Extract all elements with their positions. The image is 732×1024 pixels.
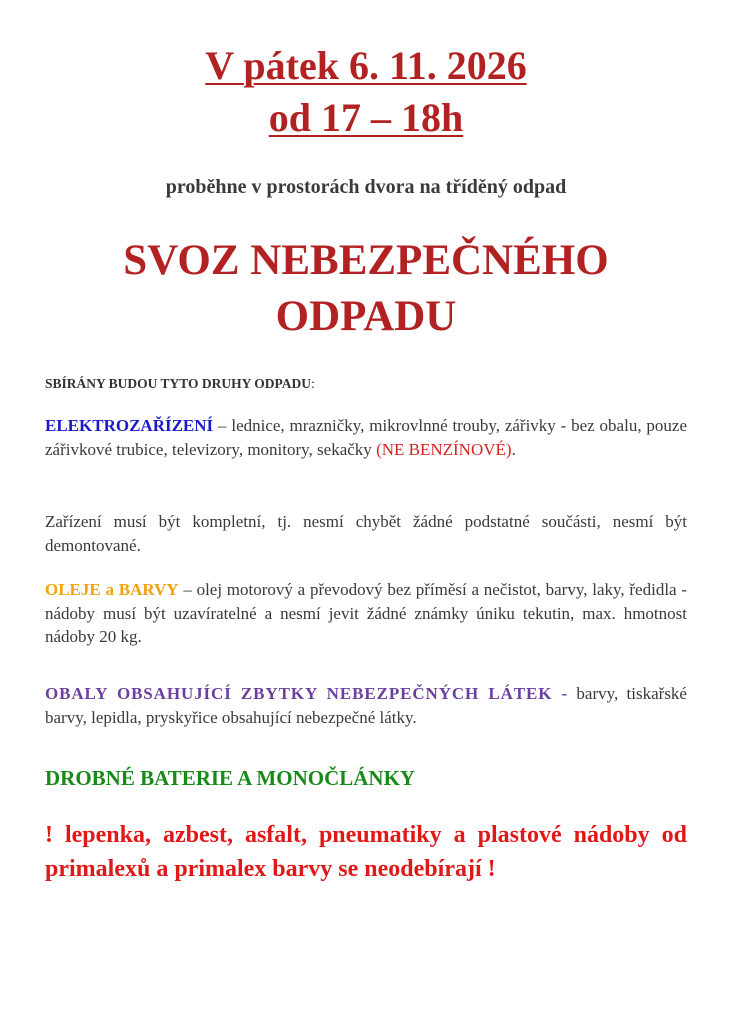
list-heading-colon: : <box>311 376 315 391</box>
electro-paragraph <box>45 414 687 461</box>
event-time: od 17 – 18h <box>268 95 464 140</box>
event-date: V pátek 6. 11. 2026 <box>205 43 527 88</box>
packaging-paragraph <box>45 682 687 729</box>
electro-end: . <box>511 439 516 459</box>
warning-text: ! lepenka, azbest, asfalt, pneumatiky a plastové nádoby od primalexů a primalex barvy se neodebírají ! <box>45 822 687 882</box>
packaging-text: barvy, tiskařské barvy, lepidla, pryskyřice obsahující nebezpečné látky. <box>45 684 687 727</box>
list-heading <box>45 376 315 392</box>
completeness-note: Zařízení musí být kompletní, tj. nesmí chybět žádné podstatné součásti, nesmí být demontované. <box>45 512 687 555</box>
oils-text: – olej motorový a převodový bez příměsí a nečistot, barvy, laky, ředidla - nádoby musí být uzavíratelné a nesmí jevit žádné známky úniku tekutin, max. hmotnost nádoby 20 kg. <box>45 580 687 646</box>
electro-text: – lednice, mrazničky, mikrovlnné trouby, zářivky - bez obalu, pouze zářivkové trubice, televizory, monitory, sekačky <box>45 416 687 459</box>
main-title-line-1: SVOZ NEBEZPEČNÉHO <box>123 237 609 284</box>
batteries-heading: DROBNÉ BATERIE A MONOČLÁNKY <box>45 766 416 790</box>
list-heading-text: SBÍRÁNY BUDOU TYTO DRUHY ODPADU <box>45 376 312 391</box>
electro-label: ELEKTROZAŘÍZENÍ <box>45 416 214 435</box>
intro-text: proběhne v prostorách dvora na tříděný odpad <box>165 176 567 198</box>
packaging-label: OBALY OBSAHUJÍCÍ ZBYTKY NEBEZPEČNÝCH LÁTEK - <box>45 684 569 703</box>
electro-exception: (NE BENZÍNOVÉ) <box>376 439 512 459</box>
oils-label: OLEJE a BARVY <box>45 580 179 599</box>
main-title-line-2: ODPADU <box>275 293 457 340</box>
oils-paragraph <box>45 578 687 649</box>
